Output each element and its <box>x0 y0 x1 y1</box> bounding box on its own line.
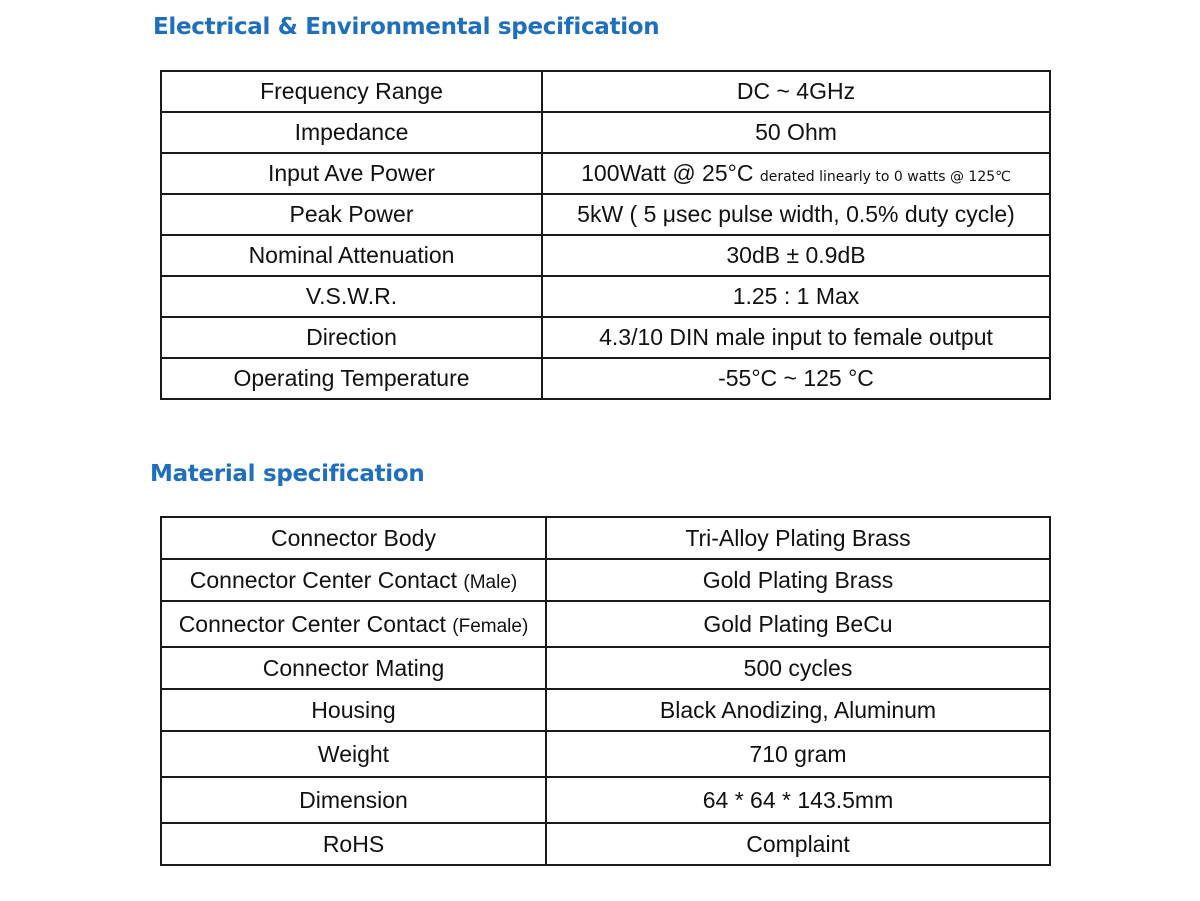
spec-value: 5kW ( 5 μsec pulse width, 0.5% duty cycle) <box>542 194 1050 235</box>
spec-label: V.S.W.R. <box>161 276 542 317</box>
spec-value: -55°C ~ 125 °C <box>542 358 1050 399</box>
table-row <box>161 276 1050 317</box>
table-row <box>161 777 1050 823</box>
table-row <box>161 601 1050 647</box>
table-row <box>161 71 1050 112</box>
material-spec-table <box>160 516 1051 866</box>
spec-label: Connector Center Contact <box>178 610 446 637</box>
table-row <box>161 235 1050 276</box>
spec-label: Input Ave Power <box>161 153 542 194</box>
spec-value: 64 * 64 * 143.5mm <box>546 777 1050 823</box>
table-row <box>161 559 1050 601</box>
spec-label: Weight <box>161 731 546 777</box>
spec-label: Peak Power <box>161 194 542 235</box>
table-row <box>161 153 1050 194</box>
table-row <box>161 517 1050 559</box>
spec-value: 50 Ohm <box>542 112 1050 153</box>
table-row <box>161 731 1050 777</box>
spec-label: Dimension <box>161 777 546 823</box>
table-row <box>161 317 1050 358</box>
spec-value-cell <box>542 153 1050 194</box>
spec-label: Direction <box>161 317 542 358</box>
spec-value: Complaint <box>546 823 1050 865</box>
spec-label-qualifier: (Male) <box>463 571 518 593</box>
spec-value: 100Watt @ 25°C <box>581 160 754 186</box>
spec-label: Housing <box>161 689 546 731</box>
spec-label: Operating Temperature <box>161 358 542 399</box>
spec-value: 4.3/10 DIN male input to female output <box>542 317 1050 358</box>
electrical-spec-title: Electrical & Environmental specification <box>153 14 660 40</box>
spec-value: DC ~ 4GHz <box>542 71 1050 112</box>
spec-label-cell <box>161 559 546 601</box>
spec-value: 30dB ± 0.9dB <box>542 235 1050 276</box>
spec-value: 1.25 : 1 Max <box>542 276 1050 317</box>
spec-value: Black Anodizing, Aluminum <box>546 689 1050 731</box>
table-row <box>161 647 1050 689</box>
table-row <box>161 194 1050 235</box>
spec-note: derated linearly to 0 watts @ 125℃ <box>759 169 1011 185</box>
electrical-spec-table <box>160 70 1051 400</box>
spec-value: Tri-Alloy Plating Brass <box>546 517 1050 559</box>
spec-label: RoHS <box>161 823 546 865</box>
spec-value: Gold Plating BeCu <box>546 601 1050 647</box>
table-row <box>161 112 1050 153</box>
spec-label-cell <box>161 601 546 647</box>
spec-value: 710 gram <box>546 731 1050 777</box>
spec-value: Gold Plating Brass <box>546 559 1050 601</box>
spec-label: Frequency Range <box>161 71 542 112</box>
spec-label-qualifier: (Female) <box>452 615 529 637</box>
spec-label: Impedance <box>161 112 542 153</box>
table-row <box>161 689 1050 731</box>
spec-label: Connector Center Contact <box>189 566 457 593</box>
table-row <box>161 358 1050 399</box>
table-row <box>161 823 1050 865</box>
spec-label: Connector Body <box>161 517 546 559</box>
spec-label: Nominal Attenuation <box>161 235 542 276</box>
material-spec-title: Material specification <box>150 461 425 487</box>
spec-label: Connector Mating <box>161 647 546 689</box>
spec-value: 500 cycles <box>546 647 1050 689</box>
